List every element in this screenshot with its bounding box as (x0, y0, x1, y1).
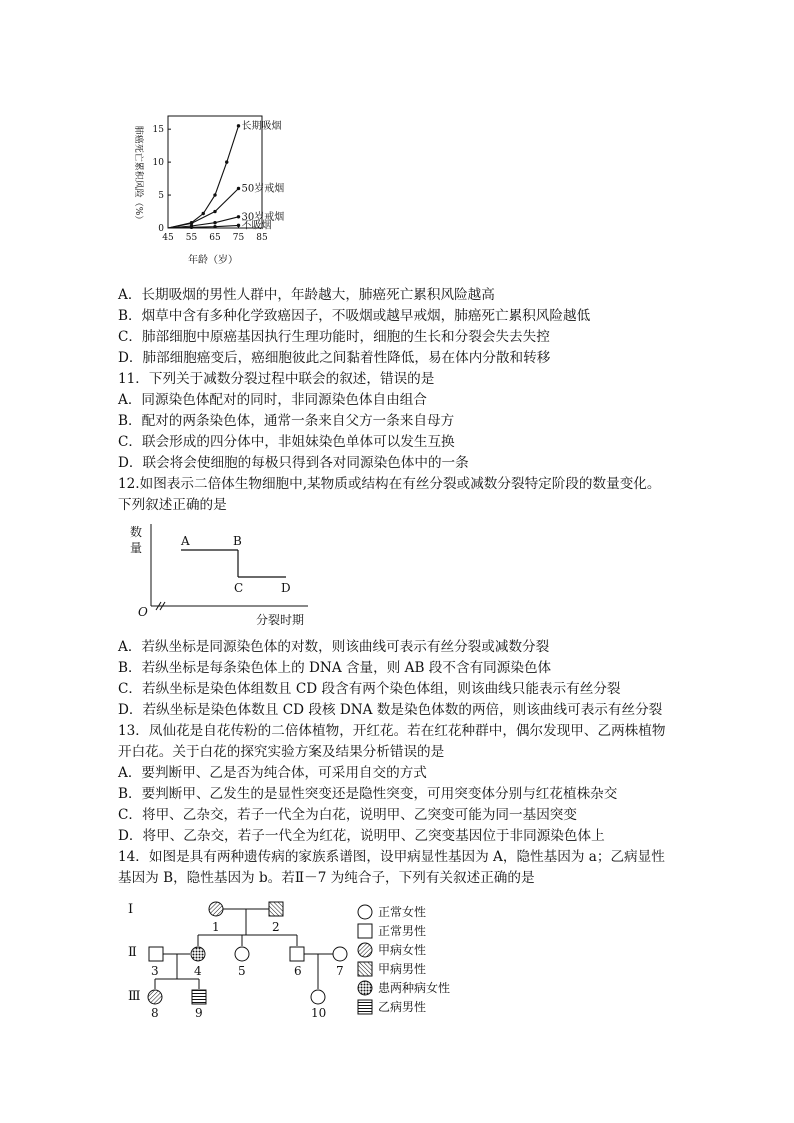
pedigree-number-5: 5 (238, 964, 246, 978)
pedigree-i-1-disease-a-female (209, 902, 223, 916)
q10-option-d: D．肺部细胞癌变后，癌细胞彼此之间黏着性降低，易在体内分散和转移 (118, 350, 551, 366)
pedigree-ii-6-normal-male (290, 947, 304, 961)
pedigree-iii-9-disease-b-male (192, 990, 206, 1004)
legend-both-diseases-female-symbol (358, 981, 372, 995)
pedigree-iii-8-disease-a-female (148, 990, 162, 1004)
pedigree-number-10: 10 (311, 1006, 327, 1020)
pedigree-number-9: 9 (195, 1006, 203, 1020)
generation-label-3: Ⅲ (128, 989, 141, 1004)
chart-data-point (190, 226, 193, 229)
q12-stem-line-2: 下列叙述正确的是 (118, 497, 227, 513)
q12-option-b: B．若纵坐标是每条染色体上的 DNA 含量，则 AB 段不含有同源染色体 (118, 660, 552, 676)
chart-data-point (202, 212, 205, 215)
chart-x-tick-label: 75 (232, 233, 245, 243)
q12-origin-label: O (138, 605, 148, 619)
chart-series-label-1: 50岁戒烟 (241, 183, 285, 195)
q13-option-d: D．将甲、乙杂交，若子一代全为红花，说明甲、乙突变基因位于非同源染色体上 (118, 828, 605, 844)
chart-data-point (213, 221, 216, 224)
pedigree-number-7: 7 (336, 964, 344, 978)
q14-stem-line-2: 基因为 B，隐性基因为 b。若Ⅱ－7 为纯合子，下列有关叙述正确的是 (118, 870, 535, 886)
lung-cancer-risk-chart (120, 110, 290, 270)
chart-data-point (213, 193, 216, 196)
pedigree-number-8: 8 (151, 1006, 159, 1020)
q11-stem: 11．下列关于减数分裂过程中联会的叙述，错误的是 (118, 371, 435, 387)
pedigree-number-4: 4 (194, 964, 202, 978)
pedigree-number-1: 1 (212, 920, 220, 934)
chart-x-tick-label: 55 (185, 233, 198, 243)
q10-option-c: C．肺部细胞中原癌基因执行生理功能时，细胞的生长和分裂会失去失控 (118, 329, 550, 345)
q10-option-a: A．长期吸烟的男性人群中，年龄越大，肺癌死亡累积风险越高 (118, 287, 495, 303)
q12-option-a: A．若纵坐标是同源染色体的对数，则该曲线可表示有丝分裂或减数分裂 (118, 639, 550, 655)
chart-series-label-0: 长期吸烟 (241, 120, 282, 132)
chart-x-axis-label: 年龄（岁） (188, 255, 238, 266)
q12-point-b: B (233, 534, 242, 548)
pedigree-ii-7-normal-female (333, 947, 347, 961)
q14-stem-line-1: 14．如图是具有两种遗传病的家族系谱图，设甲病显性基因为 A，隐性基因为 a；乙病显性 (118, 849, 665, 865)
q11-option-d: D．联会将会使细胞的每极只得到各对同源染色体中的一条 (118, 455, 469, 471)
generation-label-1: Ⅰ (128, 902, 134, 917)
pedigree-chart (120, 893, 470, 1023)
pedigree-number-6: 6 (294, 964, 302, 978)
chart-y-axis-label: 肺癌死亡累积风险（%） (133, 125, 143, 225)
chart-data-point (237, 187, 240, 190)
generation-label-2: Ⅱ (128, 945, 137, 960)
pedigree-legend (358, 904, 450, 1014)
pedigree-ii-5-normal-female (235, 947, 249, 961)
chart-data-point (213, 210, 216, 213)
chart-x-tick-label: 85 (256, 233, 268, 243)
chart-y-tick-label: 0 (158, 224, 164, 234)
q13-option-b: B．要判断甲、乙发生的是显性突变还是隐性突变，可用突变体分别与红花植株杂交 (118, 786, 618, 802)
q12-ylabel-char-1: 数 (130, 525, 143, 539)
pedigree-i-2-disease-a-male (269, 902, 283, 916)
q12-option-d: D．若纵坐标是染色体数且 CD 段核 DNA 数是染色体数的两倍，则该曲线可表示有丝分裂 (118, 702, 663, 718)
legend-disease-b-male-symbol (358, 1000, 372, 1014)
legend-disease-a-female-symbol (358, 943, 372, 957)
legend-both-diseases-female-label: 患两种病女性 (378, 981, 451, 995)
legend-normal-male-symbol (358, 924, 372, 938)
pedigree-ii-3-normal-male (149, 947, 163, 961)
q10-option-b: B．烟草中含有多种化学致癌因子，不吸烟或越早戒烟，肺癌死亡累积风险越低 (118, 308, 591, 324)
q13-stem-line-2: 开白花。关于白花的探究实验方案及结果分析错误的是 (118, 744, 445, 760)
chart-data-point (237, 215, 240, 218)
chart-x-tick-label: 65 (209, 233, 221, 243)
chart-y-tick-label: 5 (158, 191, 164, 202)
chart-series-line-1 (168, 189, 239, 229)
pedigree-number-3: 3 (151, 964, 159, 978)
q12-option-c: C．若纵坐标是染色体组数且 CD 段含有两个染色体组，则该曲线只能表示有丝分裂 (118, 681, 621, 697)
legend-disease-a-female-label: 甲病女性 (378, 943, 427, 957)
legend-normal-female-symbol (358, 905, 372, 919)
chart-y-tick-label: 15 (152, 125, 164, 136)
q11-option-c: C．联会形成的四分体中，非姐妹染色单体可以发生互换 (118, 434, 455, 450)
legend-disease-b-male-label: 乙病男性 (378, 1000, 427, 1014)
legend-normal-male-label: 正常男性 (378, 924, 427, 938)
pedigree-iii-10-normal-female (311, 990, 325, 1004)
chart-data-point (213, 225, 216, 228)
chart-series-label-2: 30岁戒烟 (241, 211, 285, 223)
q12-stem-line-1: 12.如图表示二倍体生物细胞中,某物质或结构在有丝分裂或减数分裂特定阶段的数量变化。 (118, 476, 661, 492)
pedigree-number-2: 2 (272, 920, 280, 934)
chart-x-tick-label: 45 (162, 233, 174, 243)
q12-point-d: D (281, 581, 291, 595)
chart-series-label-3: 不吸烟 (241, 220, 272, 232)
q13-stem-line-1: 13．凤仙花是自花传粉的二倍体植物，开红花。若在红花种群中，偶尔发现甲、乙两株植物 (118, 723, 666, 739)
q12-x-axis-label: 分裂时期 (256, 613, 305, 627)
chart-data-point (225, 160, 228, 163)
legend-disease-a-male-label: 甲病男性 (378, 962, 427, 976)
q11-option-a: A．同源染色体配对的同时，非同源染色体自由组合 (118, 392, 427, 408)
chart-y-tick-label: 10 (152, 158, 164, 169)
legend-normal-female-label: 正常女性 (378, 905, 427, 919)
q11-option-b: B．配对的两条染色体，通常一条来自父方一条来自母方 (118, 413, 455, 429)
q12-point-c: C (234, 581, 244, 595)
chart-data-point (237, 224, 240, 227)
pedigree-ii-4-both-diseases-female (191, 947, 205, 961)
legend-disease-a-male-symbol (358, 962, 372, 976)
q13-option-c: C．将甲、乙杂交，若子一代全为白花，说明甲、乙突变可能为同一基因突变 (118, 807, 577, 823)
chart-data-point (237, 124, 240, 127)
q12-graph (126, 518, 326, 628)
q13-option-a: A．要判断甲、乙是否为纯合体，可采用自交的方式 (118, 765, 427, 781)
q12-ylabel-char-2: 量 (130, 541, 143, 555)
q12-point-a: A (181, 534, 190, 548)
